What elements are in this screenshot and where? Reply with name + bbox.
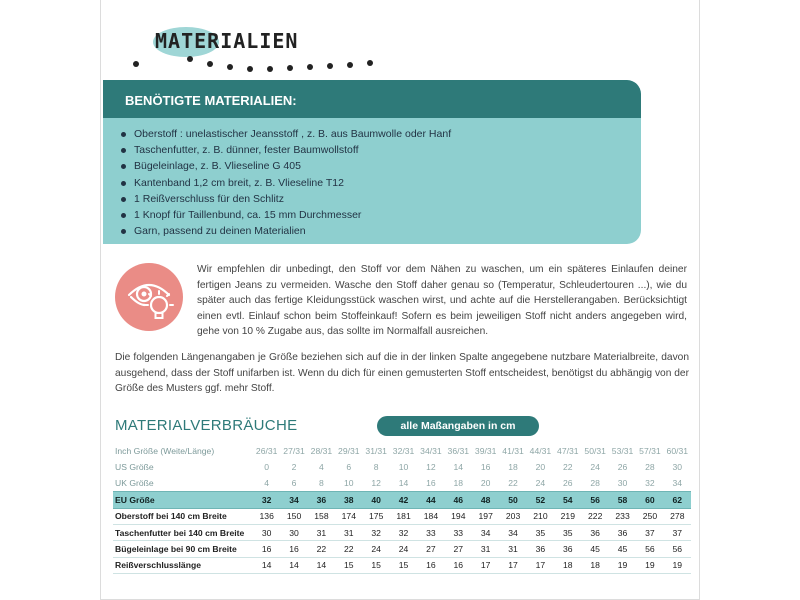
table-cell: 27	[417, 541, 444, 557]
table-cell: 56	[582, 492, 609, 508]
table-cell: 18	[453, 478, 464, 489]
table-cell: 36	[554, 541, 581, 557]
washing-tip-text: Wir empfehlen dir unbedingt, den Stoff vor dem Nähen zu waschen, um ein späteres Einlaufen deiner fertigen Jeans zu vermeiden. Wasche den Stoff daher genau so (Temperatur, Schleudertouren ...), wie du später auch das fertige Kleidungsstück waschen wirst, und achte auf die Herstellerangaben. Berücksichtigt einen evtl. Einlauf schon beim Stoffeinkauf! Sofern es beim jeweiligen Stoff nicht anders angegeben wird, gehe von 10 % Zugabe aus, das sollte im Normalfall ausreichen.	[197, 264, 687, 337]
table-cell: 34	[280, 492, 307, 508]
table-cell: 34/31	[420, 446, 442, 457]
table-cell: 30	[253, 524, 280, 540]
table-cell: 50/31	[584, 446, 606, 457]
materials-list-item: Garn, passend zu deinen Materialien	[121, 223, 641, 239]
table-cell: 14	[253, 557, 280, 573]
table-cell: 28/31	[310, 446, 333, 457]
table-cell: 20	[480, 478, 491, 489]
table-cell: 18	[554, 557, 581, 573]
table-cell: 36	[609, 524, 636, 540]
table-cell: 46	[445, 492, 472, 508]
table-cell: 26/31	[255, 446, 278, 457]
section-header	[129, 22, 429, 72]
table-cell: 37	[664, 524, 691, 540]
decorative-dot	[307, 64, 313, 70]
table-cell: 56	[664, 541, 691, 557]
table-cell: 34	[672, 478, 683, 489]
table-cell: 27/31	[283, 446, 305, 457]
table-cell: 44	[417, 492, 444, 508]
table-cell: 58	[609, 492, 636, 508]
table-cell: 17	[499, 557, 526, 573]
table-cell: 14	[398, 478, 409, 489]
table-cell: 28	[645, 462, 655, 473]
table-cell: 22	[308, 541, 335, 557]
table-cell: 33	[445, 524, 472, 540]
table-cell: 150	[280, 508, 307, 524]
decorative-dot	[207, 61, 213, 67]
table-cell: 250	[636, 508, 663, 524]
materials-list-item: 1 Knopf für Taillenbund, ca. 15 mm Durchmesser	[121, 207, 641, 223]
table-cell: 27	[445, 541, 472, 557]
table-cell: 30	[672, 462, 683, 473]
eye-lightbulb-icon	[115, 263, 183, 331]
usage-section-title: MATERIALVERBRÄUCHE	[115, 417, 298, 434]
table-cell: 24	[363, 541, 390, 557]
table-cell: 8	[373, 462, 379, 473]
table-cell: 37	[636, 524, 663, 540]
table-cell: 41/31	[502, 446, 524, 457]
table-cell: 60	[636, 492, 663, 508]
table-cell: 54	[554, 492, 581, 508]
table-cell: 15	[335, 557, 362, 573]
table-cell: 29/31	[338, 446, 360, 457]
table-cell: 16	[426, 478, 436, 489]
table-cell: 50	[499, 492, 526, 508]
materials-box	[103, 80, 641, 244]
decorative-dot	[287, 65, 293, 71]
table-cell: 62	[664, 492, 691, 508]
table-cell: 26	[563, 478, 573, 489]
table-cell: 22	[508, 478, 518, 489]
material-usage-table	[113, 443, 691, 574]
table-cell: 175	[363, 508, 390, 524]
table-cell: 56	[636, 541, 663, 557]
row-label: US Größe	[115, 462, 154, 473]
table-cell: 45	[609, 541, 636, 557]
table-cell: 26	[617, 462, 628, 473]
table-cell: 16	[417, 557, 444, 573]
decorative-dot	[187, 56, 193, 62]
table-cell: 32	[253, 492, 280, 508]
materials-list-item: Bügeleinlage, z. B. Vlieseline G 405	[121, 158, 641, 174]
table-cell: 12	[371, 478, 381, 489]
table-cell: 48	[472, 492, 499, 508]
decorative-dot	[267, 66, 273, 72]
decorative-dot	[327, 63, 333, 69]
table-cell: 4	[264, 478, 270, 489]
table-cell: 24	[590, 462, 600, 473]
page-title: MATERIALIEN	[155, 29, 299, 53]
table-cell: 30	[617, 478, 628, 489]
table-cell: 16	[253, 541, 280, 557]
table-cell: 18	[508, 462, 518, 473]
materials-list-item: 1 Reißverschluss für den Schlitz	[121, 191, 641, 207]
table-cell: 24	[390, 541, 417, 557]
table-cell: 203	[499, 508, 526, 524]
table-cell: 31/31	[365, 446, 387, 457]
table-cell: 4	[319, 462, 324, 473]
row-label: Bügeleinlage bei 90 cm Breite	[113, 541, 253, 557]
table-cell: 8	[319, 478, 324, 489]
table-cell: 158	[308, 508, 335, 524]
row-label: Oberstoff bei 140 cm Breite	[113, 508, 253, 524]
table-cell: 233	[609, 508, 636, 524]
materials-list	[103, 118, 641, 239]
table-cell: 16	[480, 462, 491, 473]
table-cell: 57/31	[639, 446, 661, 457]
table-cell: 33	[417, 524, 444, 540]
row-label: EU Größe	[113, 492, 253, 508]
table-cell: 12	[426, 462, 436, 473]
table-cell: 197	[472, 508, 499, 524]
materials-list-item: Oberstoff : unelastischer Jeansstoff , z. B. aus Baumwolle oder Hanf	[121, 126, 641, 142]
materials-heading: BENÖTIGTE MATERIALIEN:	[103, 80, 641, 118]
length-info-text: Die folgenden Längenangaben je Größe beziehen sich auf die in der linken Spalte angegebene nutzbare Materialbreite, davon ausgehend, dass der Stoff unifarben ist. Wenn du dich für einen gemusterten Stoff entscheidest, benötigst du abhängig von der Größe des Musters ggf. mehr Stoff.	[115, 352, 689, 394]
table-cell: 32/31	[392, 446, 415, 457]
table-cell: 53/31	[611, 446, 634, 457]
row-label: UK Größe	[115, 478, 154, 489]
table-cell: 20	[535, 462, 546, 473]
table-cell: 31	[308, 524, 335, 540]
table-cell: 14	[308, 557, 335, 573]
table-cell: 17	[527, 557, 554, 573]
materials-list-item: Taschenfutter, z. B. dünner, fester Baumwollstoff	[121, 142, 641, 158]
table-row	[113, 492, 691, 508]
table-cell: 36	[582, 524, 609, 540]
table-cell: 24	[535, 478, 546, 489]
table-cell: 22	[563, 462, 573, 473]
table-cell: 10	[398, 462, 409, 473]
table-cell: 36	[308, 492, 335, 508]
table-row	[113, 508, 691, 524]
table-cell: 19	[636, 557, 663, 573]
table-cell: 278	[664, 508, 691, 524]
table-cell: 18	[582, 557, 609, 573]
table-cell: 136	[253, 508, 280, 524]
table-cell: 184	[417, 508, 444, 524]
table-cell: 14	[280, 557, 307, 573]
row-label: Reißverschlusslänge	[113, 557, 253, 573]
table-cell: 16	[445, 557, 472, 573]
table-cell: 31	[499, 541, 526, 557]
row-label: Inch Größe (Weite/Länge)	[115, 446, 215, 457]
table-cell: 17	[472, 557, 499, 573]
table-cell: 52	[527, 492, 554, 508]
table-cell: 44/31	[529, 446, 552, 457]
table-cell: 210	[527, 508, 554, 524]
materials-list-item: Kantenband 1,2 cm breit, z. B. Vlieseline T12	[121, 175, 641, 191]
table-row	[113, 459, 691, 475]
table-cell: 2	[291, 462, 297, 473]
decorative-dot	[133, 61, 139, 67]
decorative-dot	[247, 66, 253, 72]
table-cell: 32	[363, 524, 390, 540]
dotted-line-decoration	[129, 58, 389, 70]
table-cell: 19	[609, 557, 636, 573]
table-cell: 181	[390, 508, 417, 524]
table-cell: 16	[280, 541, 307, 557]
table-cell: 39/31	[474, 446, 497, 457]
table-row	[113, 476, 691, 492]
table-cell: 36	[527, 541, 554, 557]
table-row	[113, 541, 691, 557]
table-cell: 28	[590, 478, 600, 489]
table-cell: 219	[554, 508, 581, 524]
table-cell: 15	[363, 557, 390, 573]
table-cell: 10	[344, 478, 354, 489]
table-row	[113, 443, 691, 459]
table-cell: 40	[363, 492, 390, 508]
decorative-dot	[227, 64, 233, 70]
table-cell: 174	[335, 508, 362, 524]
table-cell: 32	[390, 524, 417, 540]
table-cell: 6	[346, 462, 352, 473]
table-cell: 194	[445, 508, 472, 524]
table-cell: 15	[390, 557, 417, 573]
table-cell: 60/31	[666, 446, 689, 457]
table-cell: 47/31	[557, 446, 579, 457]
table-cell: 31	[335, 524, 362, 540]
table-cell: 6	[291, 478, 297, 489]
table-row	[113, 557, 691, 573]
table-cell: 222	[582, 508, 609, 524]
table-cell: 22	[335, 541, 362, 557]
table-cell: 31	[472, 541, 499, 557]
table-cell: 45	[582, 541, 609, 557]
table-cell: 42	[390, 492, 417, 508]
table-cell: 35	[554, 524, 581, 540]
units-badge: alle Maßangaben in cm	[377, 416, 539, 436]
decorative-dot	[367, 60, 373, 66]
row-label: Taschenfutter bei 140 cm Breite	[113, 524, 253, 540]
table-cell: 38	[335, 492, 362, 508]
table-cell: 19	[664, 557, 691, 573]
table-cell: 0	[264, 462, 270, 473]
table-cell: 30	[280, 524, 307, 540]
table-row	[113, 524, 691, 540]
document-page	[100, 0, 700, 600]
table-cell: 34	[499, 524, 526, 540]
decorative-dot	[347, 62, 353, 68]
table-cell: 36/31	[447, 446, 470, 457]
table-cell: 35	[527, 524, 554, 540]
table-cell: 14	[453, 462, 464, 473]
table-cell: 34	[472, 524, 499, 540]
table-cell: 32	[645, 478, 655, 489]
